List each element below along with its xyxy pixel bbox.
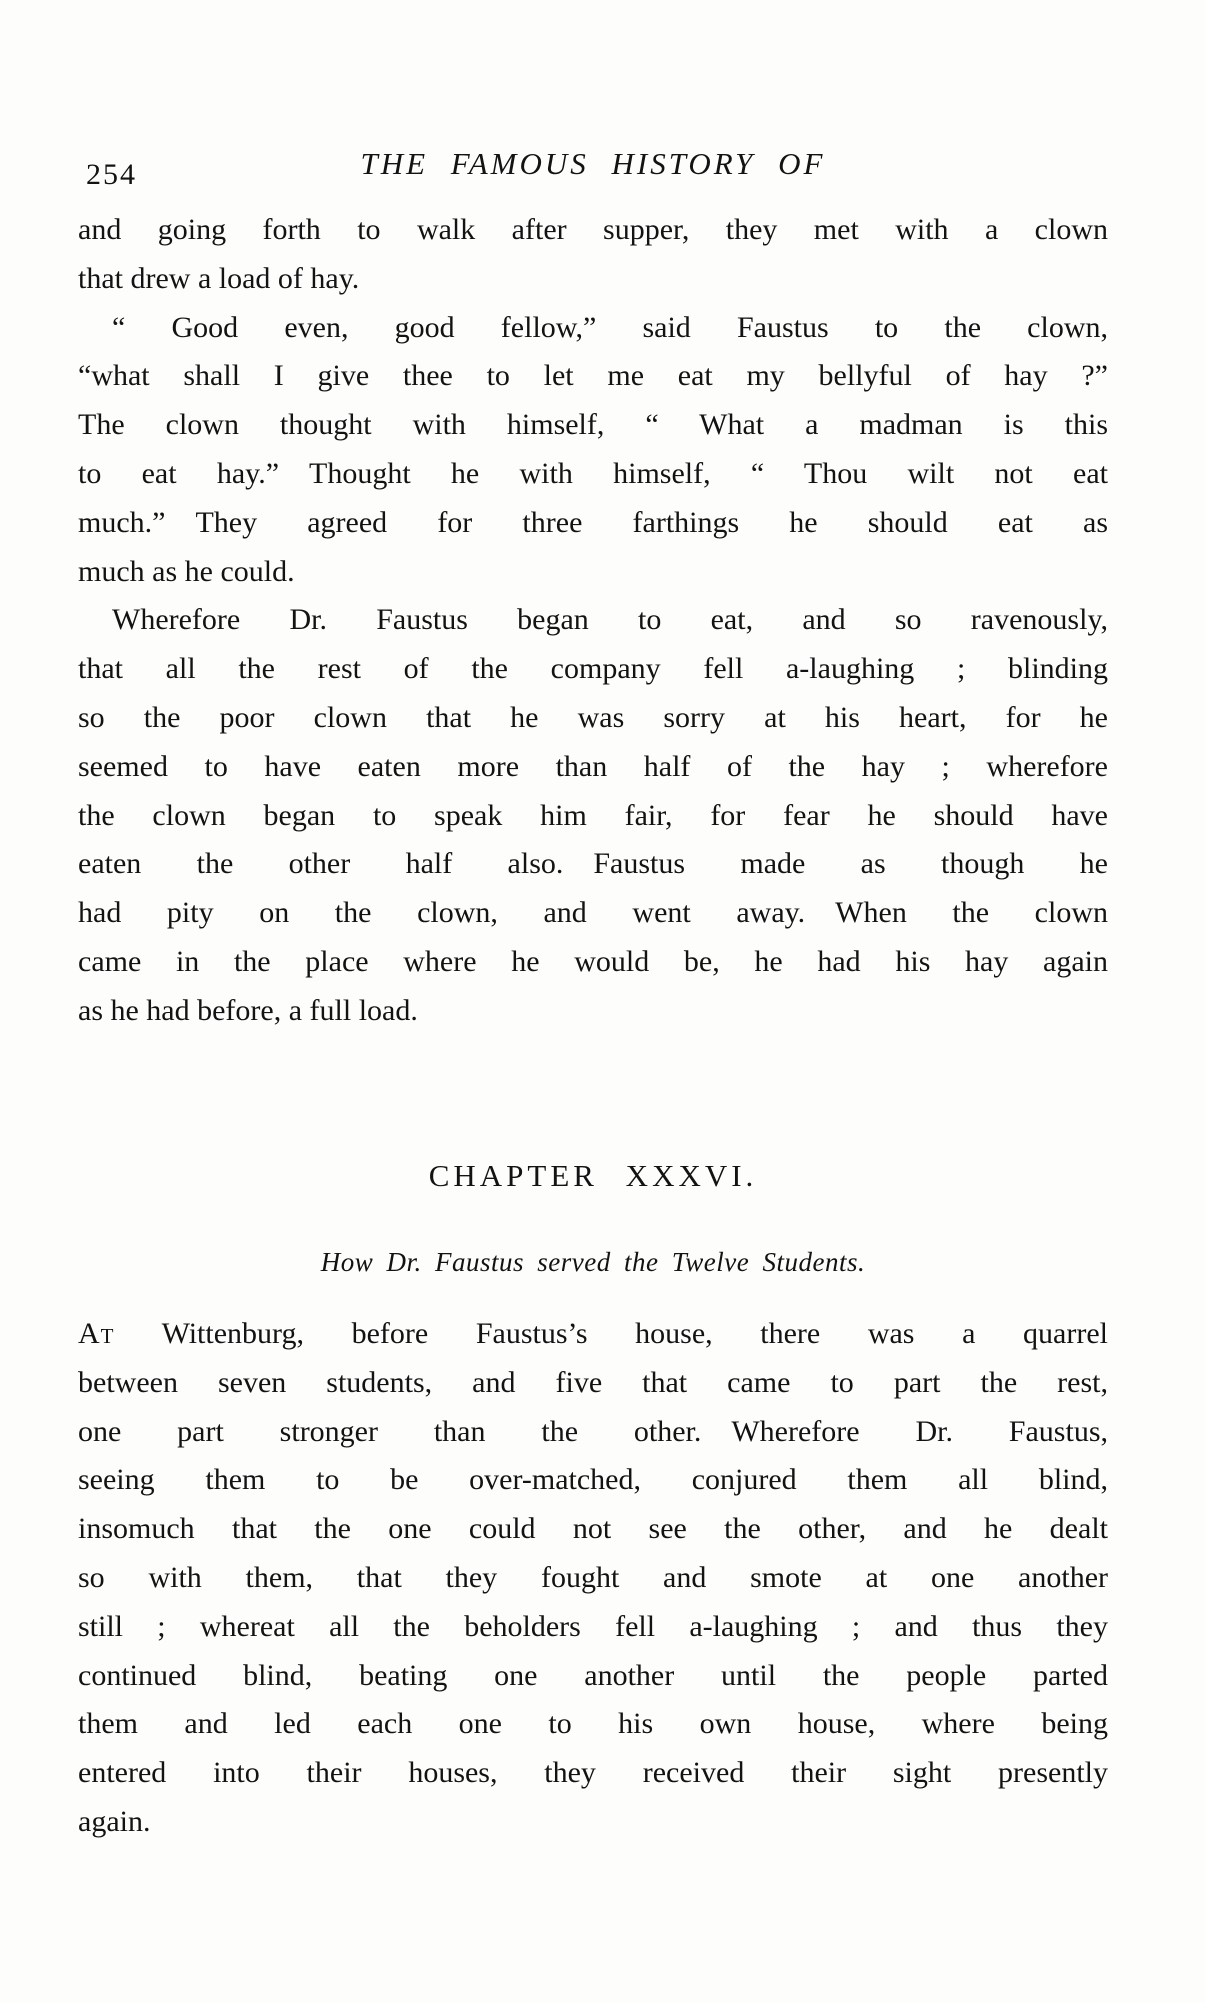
text-line: so with them, that they fought and smote at one another: [78, 1560, 1108, 1594]
text-line: came in the place where he would be, he had his hay again: [78, 944, 1108, 978]
text-line: continued blind, beating one another until the people parted: [78, 1658, 1108, 1692]
text-line: and going forth to walk after supper, they met with a clown: [78, 213, 1108, 246]
text-line: still ; whereat all the beholders fell a-laughing ; and thus they: [78, 1609, 1108, 1643]
text-line: that all the rest of the company fell a-laughing ; blinding: [78, 652, 1108, 686]
chapter-subtitle: How Dr. Faustus served the Twelve Students.: [320, 1247, 866, 1277]
text-line: much.” They agreed for three farthings he should eat as: [78, 505, 1108, 539]
text-line: between seven students, and five that came to part the rest,: [78, 1365, 1108, 1399]
text-line: “ Good even, good fellow,” said Faustus to the clown,: [112, 310, 1108, 344]
text-line: At Wittenburg, before Faustus’s house, there was a quarrel: [78, 1317, 1108, 1350]
text-line: “what shall I give thee to let me eat my bellyful of hay ?”: [78, 359, 1108, 393]
running-header: [78, 146, 1108, 202]
text-line: as he had before, a full load.: [78, 993, 418, 1027]
text-line: entered into their houses, they received their sight presently: [78, 1756, 1108, 1790]
chapter-section-text: [78, 1310, 1108, 1847]
paragraph: [78, 304, 1108, 597]
chapter-heading: CHAPTER XXXVI.: [428, 1158, 758, 1193]
text-line: so the poor clown that he was sorry at his heart, for he: [78, 700, 1108, 734]
smallcaps-lead: At: [78, 1317, 115, 1350]
paragraph: [78, 1310, 1108, 1847]
text-line: Wherefore Dr. Faustus began to eat, and so ravenously,: [112, 603, 1108, 637]
text-line: the clown began to speak him fair, for fear he should have: [78, 798, 1108, 832]
text-line: one part stronger than the other. Wherefore Dr. Faustus,: [78, 1414, 1108, 1448]
paragraph: [78, 596, 1108, 1035]
text-line: them and led each one to his own house, where being: [78, 1707, 1108, 1741]
text-line: to eat hay.” Thought he with himself, “ Thou wilt not eat: [78, 456, 1108, 490]
text-line: insomuch that the one could not see the other, and he dealt: [78, 1512, 1108, 1546]
text-line: much as he could.: [78, 554, 295, 588]
page-number: 254: [86, 158, 137, 191]
text-line: that drew a load of hay.: [78, 261, 360, 295]
text-line: again.: [78, 1804, 151, 1838]
text-line: eaten the other half also. Faustus made as though he: [78, 847, 1108, 881]
running-title: THE FAMOUS HISTORY OF: [360, 146, 826, 181]
text-line: had pity on the clown, and went away. When the clown: [78, 896, 1108, 930]
text-line: The clown thought with himself, “ What a madman is this: [78, 408, 1108, 442]
paragraph: [78, 206, 1108, 304]
text-line: seemed to have eaten more than half of the hay ; wherefore: [78, 749, 1108, 783]
top-section-text: [78, 206, 1108, 1036]
text-line: seeing them to be over-matched, conjured them all blind,: [78, 1463, 1108, 1497]
